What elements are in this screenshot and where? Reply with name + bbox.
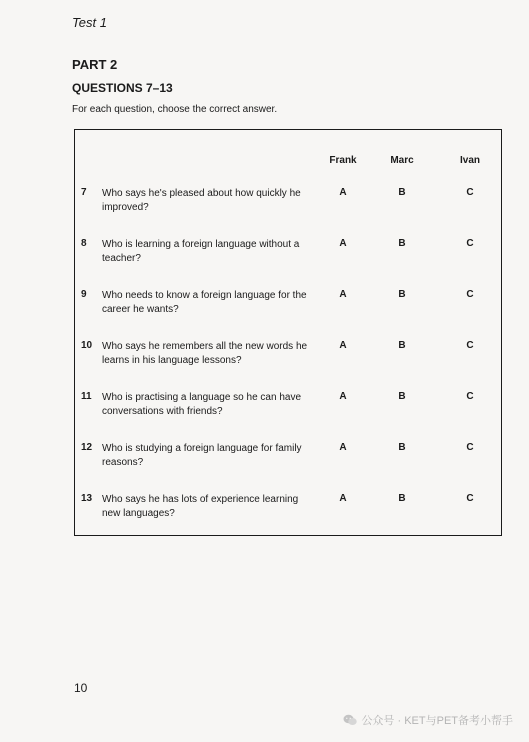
watermark — [343, 712, 513, 728]
question-text: Who says he's pleased about how quickly he improved? — [102, 188, 301, 213]
question-row — [75, 391, 501, 431]
option-b[interactable]: B — [398, 493, 406, 504]
page-number: 10 — [74, 681, 88, 695]
questions-range-title: QUESTIONS 7–13 — [72, 81, 173, 95]
option-c[interactable]: C — [466, 493, 474, 504]
question-text: Who says he has lots of experience learning new languages? — [102, 494, 299, 519]
option-c[interactable]: C — [466, 442, 474, 453]
question-row — [75, 289, 501, 329]
question-row — [75, 493, 501, 533]
wechat-icon — [343, 714, 357, 726]
question-row — [75, 442, 501, 482]
part-title: PART 2 — [72, 57, 118, 72]
option-a[interactable]: A — [339, 391, 347, 402]
option-b[interactable]: B — [398, 442, 406, 453]
question-row — [75, 238, 501, 278]
option-c[interactable]: C — [466, 340, 474, 351]
option-a[interactable]: A — [339, 340, 347, 351]
option-a[interactable]: A — [339, 442, 347, 453]
option-b[interactable]: B — [398, 289, 406, 300]
watermark-text: 公众号 · KET与PET备考小帮手 — [361, 715, 513, 727]
option-a[interactable]: A — [339, 238, 347, 249]
question-number: 13 — [81, 493, 93, 504]
option-c[interactable]: C — [466, 391, 474, 402]
test-label: Test 1 — [72, 15, 107, 30]
question-text: Who is practising a language so he can have conversations with friends? — [102, 392, 302, 417]
column-header-marc: Marc — [390, 155, 414, 166]
question-number: 9 — [81, 289, 87, 300]
option-c[interactable]: C — [466, 187, 474, 198]
question-number: 10 — [81, 340, 93, 351]
question-text: Who says he remembers all the new words he learns in his language lessons? — [102, 341, 308, 366]
question-number: 11 — [81, 391, 92, 402]
instruction-text: For each question, choose the correct answer. — [72, 104, 278, 115]
option-b[interactable]: B — [398, 340, 406, 351]
question-number: 8 — [81, 238, 87, 249]
question-text: Who is learning a foreign language without a teacher? — [102, 239, 300, 264]
option-b[interactable]: B — [398, 187, 406, 198]
column-header-frank: Frank — [329, 155, 357, 166]
question-text: Who needs to know a foreign language for the career he wants? — [102, 290, 307, 315]
column-header-ivan: Ivan — [459, 155, 481, 166]
question-text: Who is studying a foreign language for family reasons? — [102, 443, 302, 468]
option-a[interactable]: A — [339, 187, 347, 198]
option-a[interactable]: A — [339, 289, 347, 300]
option-b[interactable]: B — [398, 238, 406, 249]
question-number: 7 — [81, 187, 87, 198]
option-b[interactable]: B — [398, 391, 406, 402]
question-table — [74, 129, 502, 536]
option-c[interactable]: C — [466, 289, 474, 300]
question-number: 12 — [81, 442, 93, 453]
option-a[interactable]: A — [339, 493, 347, 504]
question-row — [75, 340, 501, 380]
question-row — [75, 187, 501, 227]
option-c[interactable]: C — [466, 238, 474, 249]
